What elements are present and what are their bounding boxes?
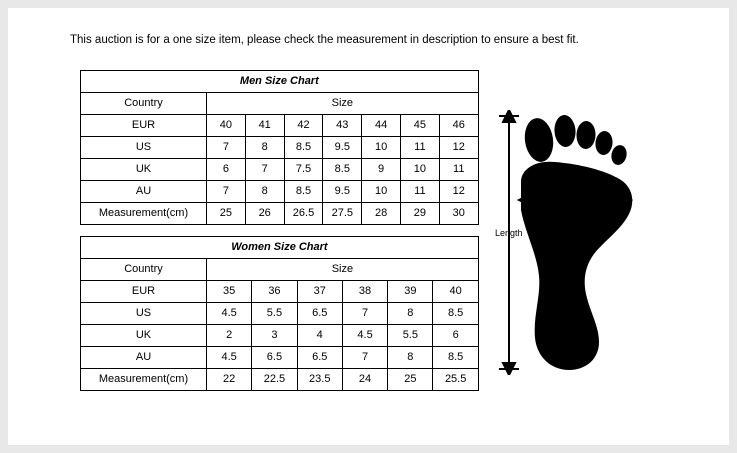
table-cell: 25 [207, 203, 246, 225]
table-cell: 38 [342, 281, 387, 303]
men-chart-title: Men Size Chart [81, 71, 479, 93]
foot-diagram-svg [493, 110, 723, 375]
table-cell: 24 [342, 369, 387, 391]
table-cell: 9.5 [323, 181, 362, 203]
foot-silhouette-icon [521, 114, 632, 370]
table-cell: 40 [433, 281, 478, 303]
table-cell: 29 [400, 203, 439, 225]
women-country-header: Country [81, 259, 207, 281]
table-cell: 25 [388, 369, 433, 391]
table-cell: 4.5 [207, 347, 252, 369]
table-cell: 6 [207, 159, 246, 181]
table-cell: 7 [207, 181, 246, 203]
table-cell: 6.5 [252, 347, 297, 369]
table-cell: 7 [342, 347, 387, 369]
table-cell: 8.5 [284, 137, 323, 159]
table-cell: 27.5 [323, 203, 362, 225]
table-cell: 39 [388, 281, 433, 303]
table-cell: 22.5 [252, 369, 297, 391]
table-cell: 5.5 [252, 303, 297, 325]
table-cell: 22 [207, 369, 252, 391]
table-cell: 40 [207, 115, 246, 137]
women-chart-title: Women Size Chart [81, 237, 479, 259]
table-row [81, 369, 479, 391]
men-size-header: Size [207, 93, 479, 115]
table-cell: 10 [400, 159, 439, 181]
table-cell: 25.5 [433, 369, 478, 391]
table-cell: 8 [245, 181, 284, 203]
table-cell: 7.5 [284, 159, 323, 181]
table-cell: 36 [252, 281, 297, 303]
table-cell: 7 [207, 137, 246, 159]
length-label: Length [495, 228, 523, 238]
men-row-label-au: AU [81, 181, 207, 203]
table-row [81, 203, 479, 225]
table-cell: 3 [252, 325, 297, 347]
table-cell: 41 [245, 115, 284, 137]
table-cell: 26.5 [284, 203, 323, 225]
table-cell: 42 [284, 115, 323, 137]
table-cell: 11 [439, 159, 478, 181]
table-cell: 6.5 [297, 347, 342, 369]
table-cell: 11 [400, 181, 439, 203]
table-cell: 23.5 [297, 369, 342, 391]
table-row [81, 281, 479, 303]
foot-measurement-diagram [493, 110, 723, 375]
women-row-label-uk: UK [81, 325, 207, 347]
table-cell: 26 [245, 203, 284, 225]
table-cell: 9 [362, 159, 401, 181]
auction-notice-text: This auction is for a one size item, please check the measurement in description to ensure a best fit. [70, 34, 579, 46]
women-size-chart-table [80, 236, 479, 391]
table-cell: 11 [400, 137, 439, 159]
page-margin-right [729, 0, 737, 453]
table-cell: 8 [388, 347, 433, 369]
table-cell: 8.5 [323, 159, 362, 181]
men-row-label-eur: EUR [81, 115, 207, 137]
men-country-header: Country [81, 93, 207, 115]
table-cell: 35 [207, 281, 252, 303]
table-row [81, 137, 479, 159]
table-row-title [81, 71, 479, 93]
table-cell: 8 [245, 137, 284, 159]
table-cell: 7 [342, 303, 387, 325]
table-cell: 6 [433, 325, 478, 347]
table-cell: 44 [362, 115, 401, 137]
table-cell: 8.5 [433, 347, 478, 369]
table-cell: 4.5 [342, 325, 387, 347]
women-row-label-au: AU [81, 347, 207, 369]
table-cell: 37 [297, 281, 342, 303]
table-cell: 10 [362, 137, 401, 159]
table-cell: 10 [362, 181, 401, 203]
table-cell: 9.5 [323, 137, 362, 159]
table-cell: 2 [207, 325, 252, 347]
table-cell: 8.5 [433, 303, 478, 325]
men-size-chart-table [80, 70, 479, 225]
table-cell: 8 [388, 303, 433, 325]
table-cell: 45 [400, 115, 439, 137]
women-row-label-eur: EUR [81, 281, 207, 303]
page-margin-bottom [0, 445, 737, 453]
table-cell: 30 [439, 203, 478, 225]
table-row [81, 159, 479, 181]
table-cell: 46 [439, 115, 478, 137]
table-cell: 5.5 [388, 325, 433, 347]
table-cell: 12 [439, 181, 478, 203]
women-row-label-measurement: Measurement(cm) [81, 369, 207, 391]
men-row-label-uk: UK [81, 159, 207, 181]
table-cell: 7 [245, 159, 284, 181]
table-cell: 8.5 [284, 181, 323, 203]
women-row-label-us: US [81, 303, 207, 325]
table-cell: 12 [439, 137, 478, 159]
table-row [81, 181, 479, 203]
table-cell: 43 [323, 115, 362, 137]
page-margin-top [0, 0, 737, 8]
table-row [81, 303, 479, 325]
table-cell: 28 [362, 203, 401, 225]
table-row-header [81, 259, 479, 281]
table-row [81, 115, 479, 137]
length-arrow-icon [499, 110, 519, 375]
table-cell: 4 [297, 325, 342, 347]
table-cell: 4.5 [207, 303, 252, 325]
table-cell: 6.5 [297, 303, 342, 325]
page-margin-left [0, 0, 8, 453]
table-row [81, 347, 479, 369]
women-size-header: Size [207, 259, 479, 281]
table-row-header [81, 93, 479, 115]
men-row-label-measurement: Measurement(cm) [81, 203, 207, 225]
men-row-label-us: US [81, 137, 207, 159]
table-row [81, 325, 479, 347]
table-row-title [81, 237, 479, 259]
width-label: Width [575, 192, 599, 202]
